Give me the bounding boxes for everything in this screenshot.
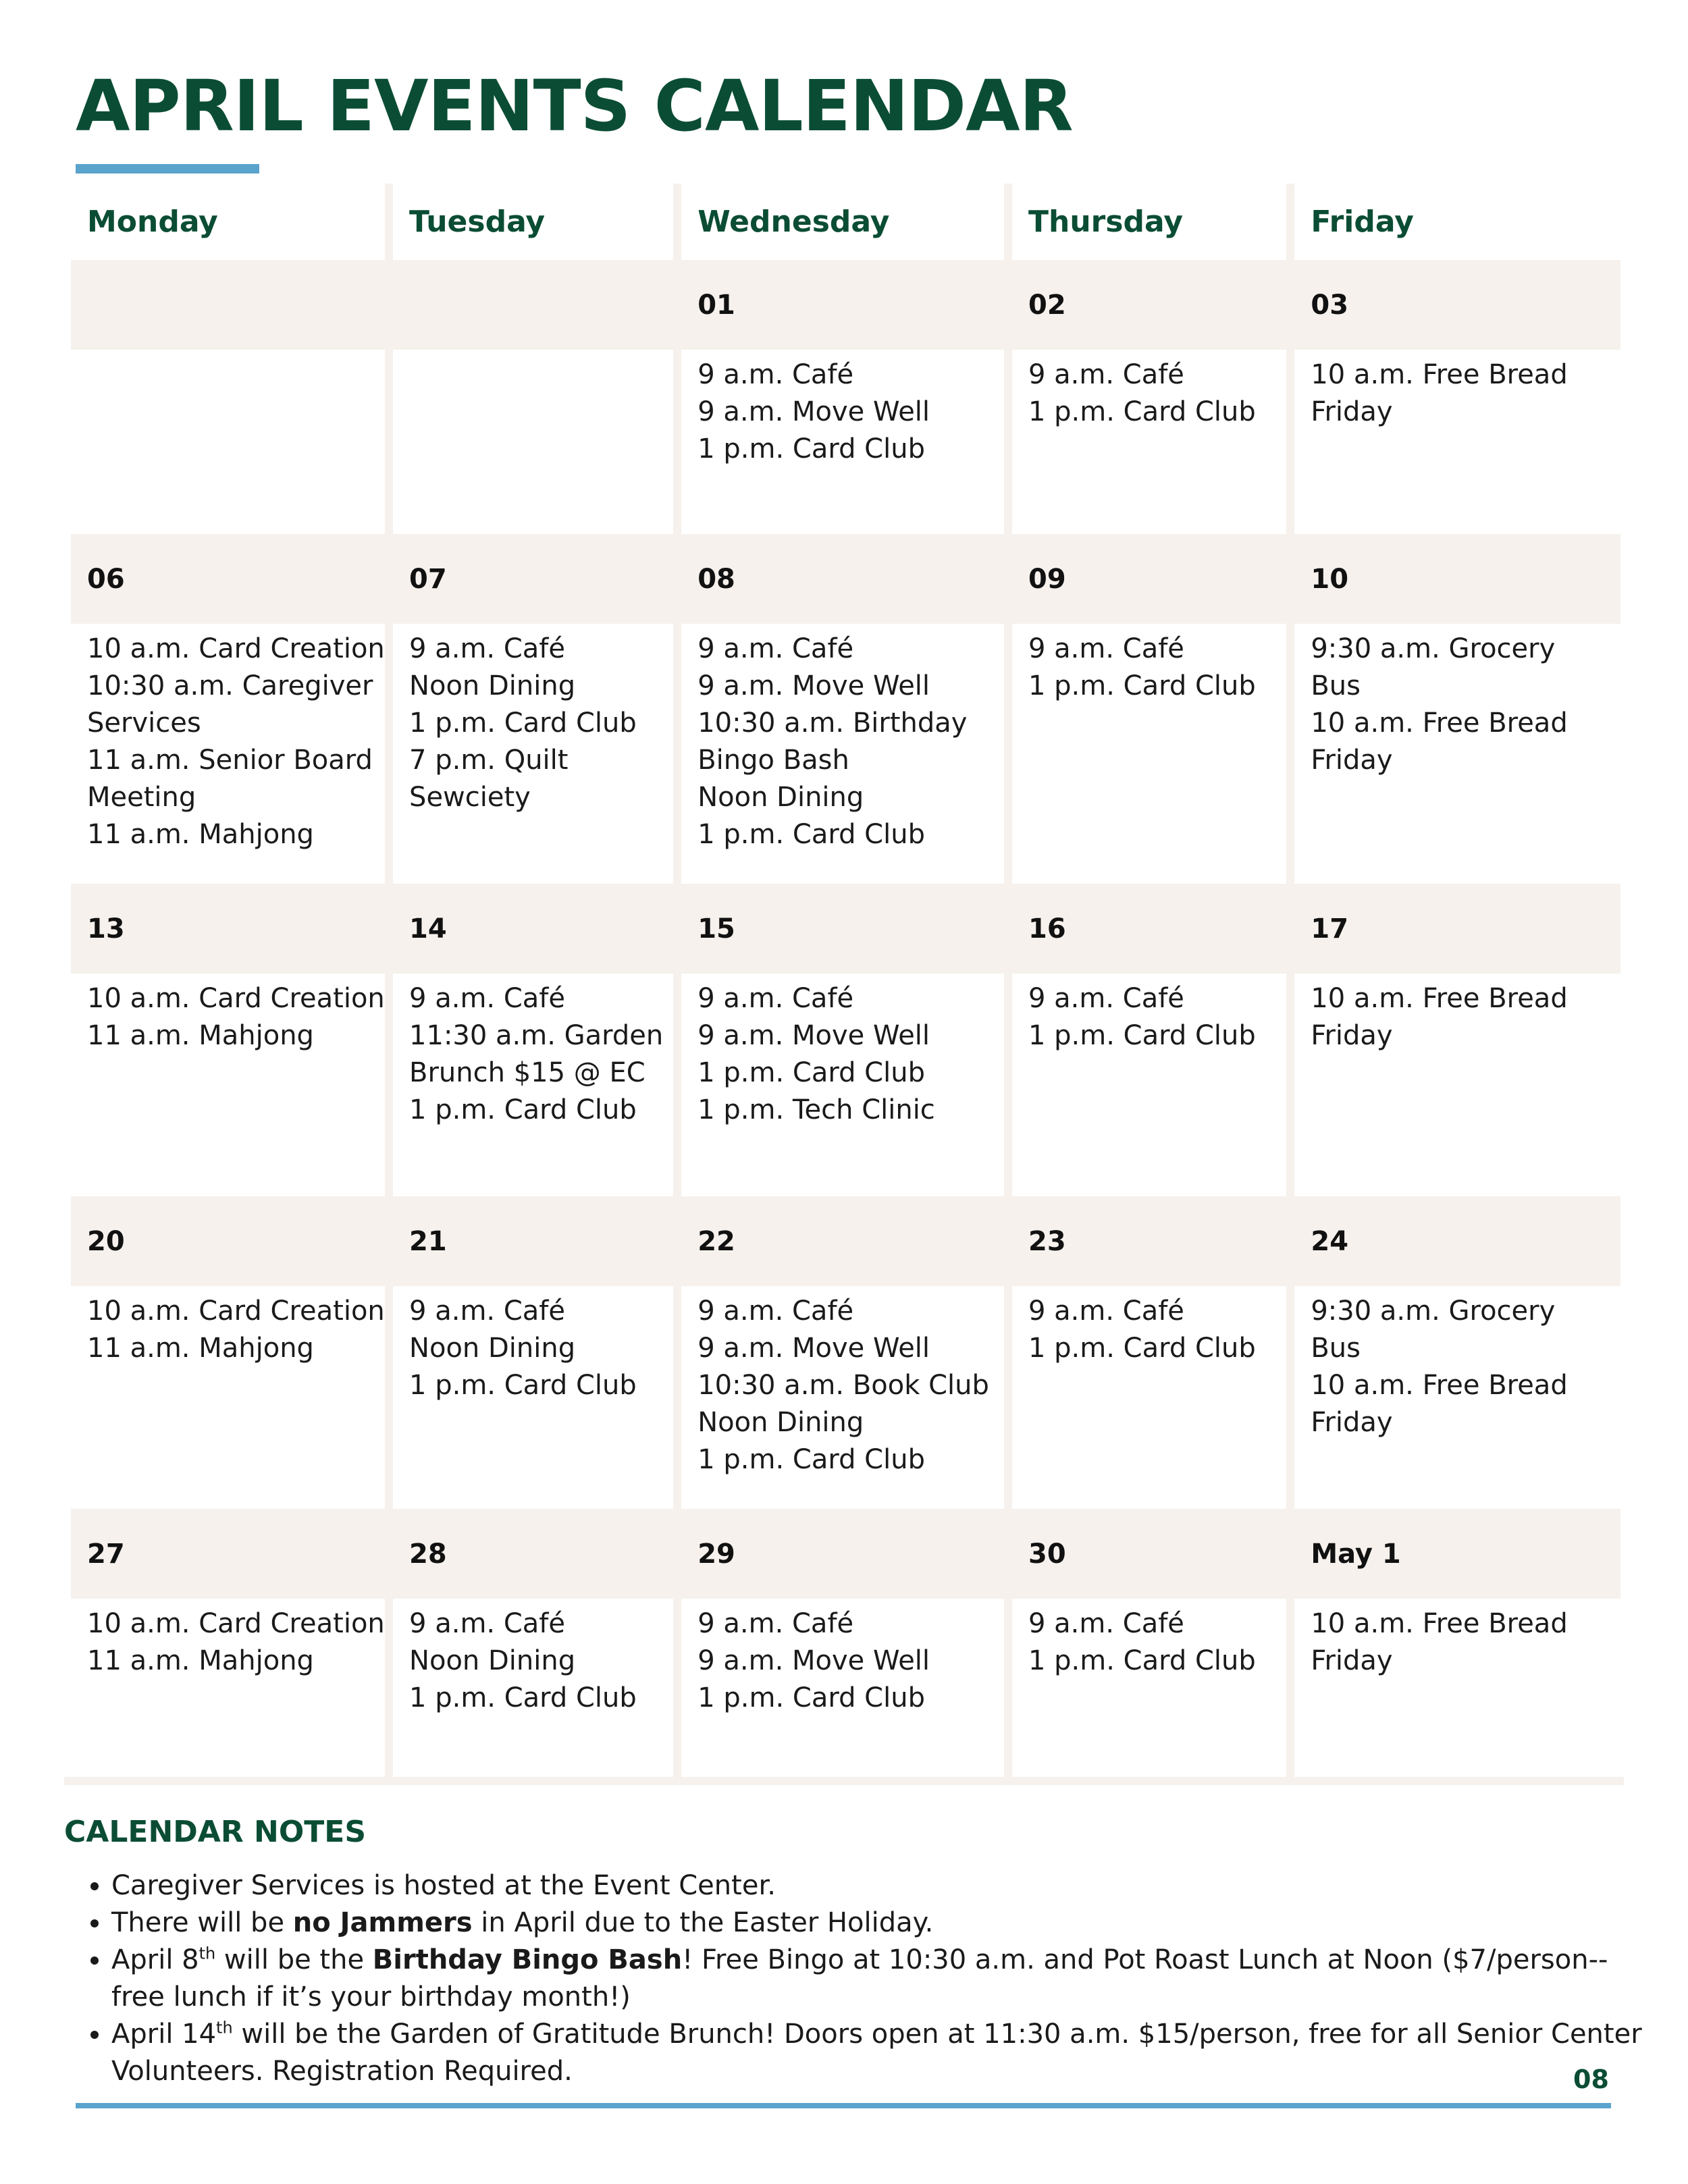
week-events-row — [71, 1286, 1620, 1509]
event-line: Noon Dining — [697, 1407, 864, 1438]
day-number: 23 — [1012, 1196, 1286, 1286]
event-line: 9 a.m. Move Well — [697, 1020, 930, 1051]
week-events-row — [71, 350, 1620, 534]
note-superscript: th — [216, 2018, 233, 2037]
day-events-cell — [1294, 350, 1620, 534]
day-events-cell — [681, 350, 1004, 534]
day-events-cell — [681, 1286, 1004, 1509]
day-number: 24 — [1294, 1196, 1620, 1286]
day-number — [393, 260, 673, 350]
event-line: 10 a.m. Card Creation — [87, 983, 385, 1014]
note-emphasis: Birthday Bingo Bash — [372, 1944, 683, 1975]
event-line: Friday — [1311, 1645, 1393, 1676]
day-events-cell — [1294, 624, 1620, 884]
note-text: April 8 — [111, 1944, 199, 1975]
day-number: 28 — [393, 1509, 673, 1599]
day-number: 13 — [71, 884, 385, 974]
event-line: 1 p.m. Card Club — [697, 819, 925, 850]
note-text: April 14 — [111, 2019, 217, 2050]
event-line: 10:30 a.m. Birthday — [697, 708, 968, 739]
event-line: 9 a.m. Café — [409, 1296, 565, 1327]
day-events-cell — [1294, 1286, 1620, 1509]
event-line: Bus — [1311, 1333, 1361, 1364]
event-line: 9 a.m. Move Well — [697, 396, 930, 427]
event-line: 9 a.m. Café — [697, 633, 854, 664]
event-line: Friday — [1311, 745, 1393, 776]
day-events-cell — [681, 974, 1004, 1196]
week-events-row — [71, 974, 1620, 1196]
weekday-header-thursday: Thursday — [1012, 184, 1286, 260]
event-line: Noon Dining — [409, 1645, 576, 1676]
event-line: 1 p.m. Card Club — [1028, 1020, 1256, 1051]
event-line: 11 a.m. Senior Board — [87, 745, 373, 776]
calendar-grid — [71, 184, 1620, 1784]
event-line: 9 a.m. Move Well — [697, 1645, 930, 1676]
day-number: 01 — [681, 260, 1004, 350]
event-line: 11 a.m. Mahjong — [87, 819, 314, 850]
weekday-header-tuesday: Tuesday — [393, 184, 673, 260]
event-line: 1 p.m. Card Club — [697, 1682, 925, 1713]
day-number: 27 — [71, 1509, 385, 1599]
event-line: 1 p.m. Card Club — [697, 1057, 925, 1088]
day-events-cell — [393, 350, 673, 534]
day-events-cell — [1012, 624, 1286, 884]
day-events-cell — [1012, 1599, 1286, 1784]
event-line: Friday — [1311, 396, 1393, 427]
event-line: 9 a.m. Café — [1028, 633, 1184, 664]
event-line: 11:30 a.m. Garden — [409, 1020, 664, 1051]
event-line: 10:30 a.m. Book Club — [697, 1370, 989, 1401]
event-line: 10 a.m. Card Creation — [87, 1608, 385, 1639]
note-item — [111, 1905, 1644, 1942]
event-line: 10 a.m. Free Bread — [1311, 983, 1568, 1014]
event-line: 1 p.m. Card Club — [697, 1444, 925, 1475]
event-line: Friday — [1311, 1020, 1393, 1051]
day-events-cell — [71, 350, 385, 534]
calendar-notes-title: CALENDAR NOTES — [64, 1815, 367, 1849]
event-line: 9 a.m. Café — [697, 983, 854, 1014]
day-number: 29 — [681, 1509, 1004, 1599]
page-number: 08 — [1573, 2065, 1609, 2094]
event-line: 1 p.m. Card Club — [409, 1682, 637, 1713]
event-line: 10 a.m. Card Creation — [87, 1296, 385, 1327]
day-events-cell — [71, 974, 385, 1196]
event-line: 9 a.m. Move Well — [697, 670, 930, 701]
day-number: 16 — [1012, 884, 1286, 974]
day-events-cell — [71, 1286, 385, 1509]
event-line: 9 a.m. Café — [1028, 1296, 1184, 1327]
note-item — [111, 1942, 1644, 2016]
event-line: 10 a.m. Free Bread — [1311, 359, 1568, 390]
event-line: 9 a.m. Café — [697, 359, 854, 390]
day-events-cell — [1012, 1286, 1286, 1509]
event-line: Bus — [1311, 670, 1361, 701]
day-events-cell — [393, 1286, 673, 1509]
weekday-header-friday: Friday — [1294, 184, 1620, 260]
week-date-row — [71, 534, 1620, 624]
day-number: 03 — [1294, 260, 1620, 350]
event-line: 10 a.m. Free Bread — [1311, 708, 1568, 739]
day-number: 30 — [1012, 1509, 1286, 1599]
event-line: 10 a.m. Free Bread — [1311, 1370, 1568, 1401]
day-number: 10 — [1294, 534, 1620, 624]
day-number: 22 — [681, 1196, 1004, 1286]
event-line: 9:30 a.m. Grocery — [1311, 633, 1556, 664]
event-line: 7 p.m. Quilt — [409, 745, 569, 776]
event-line: 1 p.m. Tech Clinic — [697, 1094, 935, 1125]
day-number: 09 — [1012, 534, 1286, 624]
weekday-header-monday: Monday — [71, 184, 385, 260]
event-line: 9 a.m. Café — [697, 1608, 854, 1639]
event-line: 9 a.m. Move Well — [697, 1333, 930, 1364]
event-line: 9 a.m. Café — [1028, 983, 1184, 1014]
week-events-row — [71, 624, 1620, 884]
event-line: 1 p.m. Card Club — [409, 1370, 637, 1401]
note-superscript: th — [199, 1944, 216, 1963]
event-line: 11 a.m. Mahjong — [87, 1333, 314, 1364]
note-text: Caregiver Services is hosted at the Event Center. — [111, 1870, 776, 1901]
calendar-bottom-rule — [64, 1777, 1624, 1785]
event-line: Sewciety — [409, 782, 531, 813]
event-line: 1 p.m. Card Club — [1028, 1333, 1256, 1364]
day-events-cell — [1294, 974, 1620, 1196]
calendar-notes-list — [81, 1867, 1644, 2090]
note-text: ! Free Bingo at 10:30 a.m. and Pot Roast Lunch at Noon ($7/person--free lunch if it’s your birthday month!) — [111, 1944, 1608, 2013]
day-events-cell — [1012, 974, 1286, 1196]
day-events-cell — [71, 1599, 385, 1784]
day-events-cell — [1294, 1599, 1620, 1784]
event-line: 1 p.m. Card Club — [1028, 1645, 1256, 1676]
weekday-header-row — [71, 184, 1620, 260]
event-line: 9 a.m. Café — [409, 1608, 565, 1639]
event-line: 1 p.m. Card Club — [697, 433, 925, 464]
day-events-cell — [681, 1599, 1004, 1784]
event-line: Noon Dining — [409, 670, 576, 701]
event-line: Noon Dining — [409, 1333, 576, 1364]
event-line: Friday — [1311, 1407, 1393, 1438]
day-number: 17 — [1294, 884, 1620, 974]
note-text: will be the Garden of Gratitude Brunch! Doors open at 11:30 a.m. $15/person, free for all Senior Center Volunteers. Registration Required. — [111, 2019, 1642, 2087]
event-line: 9 a.m. Café — [1028, 1608, 1184, 1639]
weeks-container — [71, 260, 1620, 1784]
day-number: 20 — [71, 1196, 385, 1286]
day-number: May 1 — [1294, 1509, 1620, 1599]
note-item — [111, 2016, 1644, 2090]
event-line: 9 a.m. Café — [409, 633, 565, 664]
event-line: 9:30 a.m. Grocery — [1311, 1296, 1556, 1327]
event-line: Bingo Bash — [697, 745, 849, 776]
event-line: 10 a.m. Card Creation — [87, 633, 385, 664]
week-date-row — [71, 1509, 1620, 1599]
page-title: APRIL EVENTS CALENDAR — [76, 65, 1073, 147]
day-events-cell — [681, 624, 1004, 884]
note-text: will be the — [215, 1944, 373, 1975]
day-events-cell — [1012, 350, 1286, 534]
note-text: in April due to the Easter Holiday. — [472, 1907, 934, 1938]
day-events-cell — [393, 974, 673, 1196]
day-events-cell — [393, 1599, 673, 1784]
event-line: 10 a.m. Free Bread — [1311, 1608, 1568, 1639]
event-line: 1 p.m. Card Club — [1028, 670, 1256, 701]
title-underline — [76, 164, 259, 174]
event-line: Meeting — [87, 782, 196, 813]
event-line: 10:30 a.m. Caregiver — [87, 670, 373, 701]
day-number: 14 — [393, 884, 673, 974]
day-number: 21 — [393, 1196, 673, 1286]
week-date-row — [71, 884, 1620, 974]
footer-rule — [76, 2103, 1611, 2108]
day-events-cell — [71, 624, 385, 884]
event-line: Brunch $15 @ EC — [409, 1057, 645, 1088]
event-line: 9 a.m. Café — [1028, 359, 1184, 390]
event-line: 11 a.m. Mahjong — [87, 1645, 314, 1676]
day-number: 02 — [1012, 260, 1286, 350]
day-number: 15 — [681, 884, 1004, 974]
note-emphasis: no Jammers — [292, 1907, 473, 1938]
event-line: 11 a.m. Mahjong — [87, 1020, 314, 1051]
day-number: 06 — [71, 534, 385, 624]
event-line: 1 p.m. Card Club — [409, 1094, 637, 1125]
note-text: There will be — [111, 1907, 293, 1938]
day-number: 07 — [393, 534, 673, 624]
event-line: Noon Dining — [697, 782, 864, 813]
event-line: 1 p.m. Card Club — [1028, 396, 1256, 427]
weekday-header-wednesday: Wednesday — [681, 184, 1004, 260]
day-events-cell — [393, 624, 673, 884]
event-line: 9 a.m. Café — [697, 1296, 854, 1327]
event-line: Services — [87, 708, 201, 739]
week-date-row — [71, 1196, 1620, 1286]
event-line: 9 a.m. Café — [409, 983, 565, 1014]
day-number: 08 — [681, 534, 1004, 624]
event-line: 1 p.m. Card Club — [409, 708, 637, 739]
week-date-row — [71, 260, 1620, 350]
week-events-row — [71, 1599, 1620, 1784]
note-item — [111, 1867, 1644, 1905]
day-number — [71, 260, 385, 350]
